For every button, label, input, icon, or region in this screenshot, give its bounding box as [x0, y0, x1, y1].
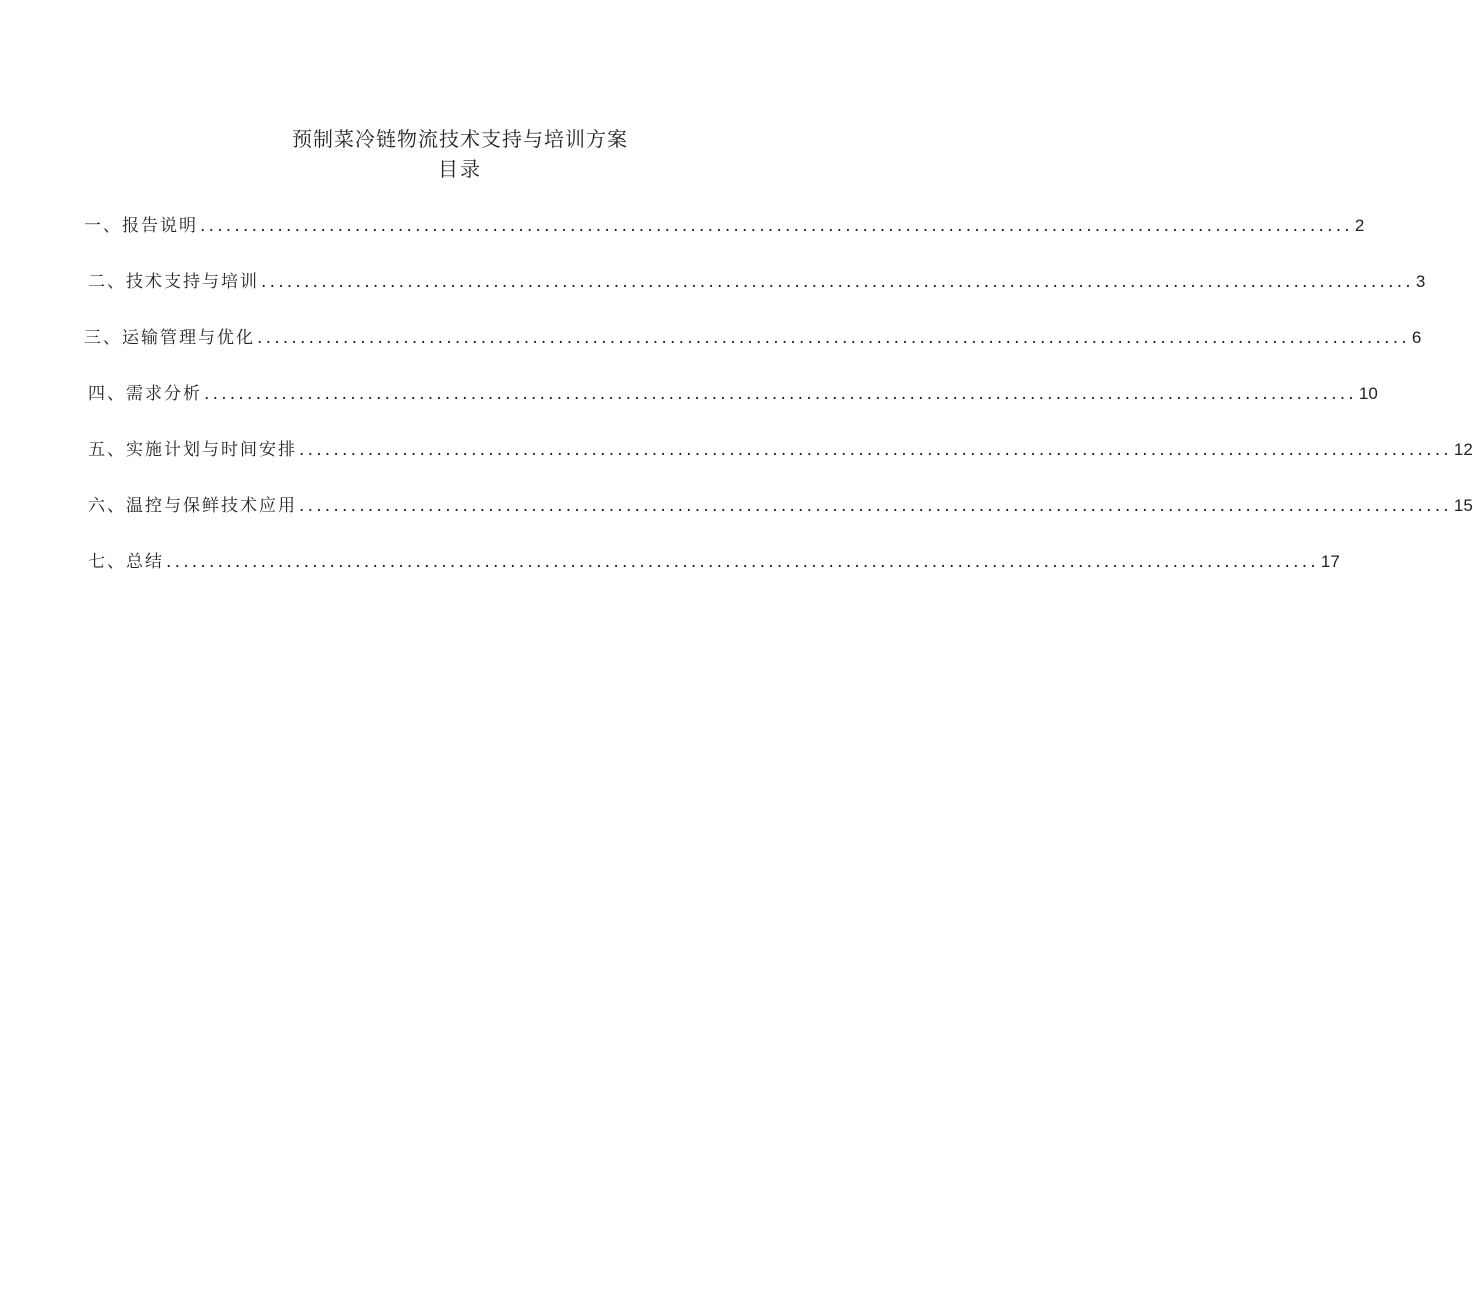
- toc-page-number: 3: [1415, 272, 1426, 291]
- toc-heading: 目录: [438, 157, 482, 181]
- toc-leader-dots: ......................................................................................................................................: [261, 272, 1414, 292]
- toc-entry-label: 三、运输管理与优化: [84, 328, 255, 348]
- toc-entry-label: 二、技术支持与培训: [88, 272, 259, 292]
- toc-leader-dots: ......................................................................................................................................: [200, 216, 1353, 236]
- toc-entry-label: 七、总结: [88, 552, 164, 572]
- toc-entry-demand-analysis[interactable]: [88, 380, 1378, 408]
- toc-entry-transport-management[interactable]: [84, 324, 1422, 352]
- toc-page-number: 17: [1320, 552, 1340, 571]
- document-title: 预制菜冷链物流技术支持与培训方案: [292, 127, 628, 151]
- toc-entry-label: 四、需求分析: [88, 384, 202, 404]
- toc-page-number: 12: [1453, 440, 1473, 459]
- toc-page-number: 15: [1453, 496, 1473, 515]
- toc-entry-report-description[interactable]: [84, 212, 1365, 240]
- toc-leader-dots: ......................................................................................................................................: [299, 496, 1452, 516]
- toc-entry-temperature-control[interactable]: [88, 492, 1473, 520]
- toc-entry-implementation-plan[interactable]: [88, 436, 1473, 464]
- toc-leader-dots: ......................................................................................................................................: [257, 328, 1410, 348]
- toc-leader-dots: ......................................................................................................................................: [299, 440, 1452, 460]
- toc-entry-label: 六、温控与保鲜技术应用: [88, 496, 297, 516]
- toc-page-number: 10: [1358, 384, 1378, 403]
- toc-entry-label: 一、报告说明: [84, 216, 198, 236]
- toc-entry-label: 五、实施计划与时间安排: [88, 440, 297, 460]
- toc-leader-dots: ......................................................................................................................................: [166, 552, 1319, 572]
- toc-entry-summary[interactable]: [88, 548, 1340, 576]
- toc-page-number: 2: [1354, 216, 1365, 235]
- toc-page-number: 6: [1411, 328, 1422, 347]
- toc-leader-dots: ......................................................................................................................................: [204, 384, 1357, 404]
- toc-entry-technical-support[interactable]: [88, 268, 1426, 296]
